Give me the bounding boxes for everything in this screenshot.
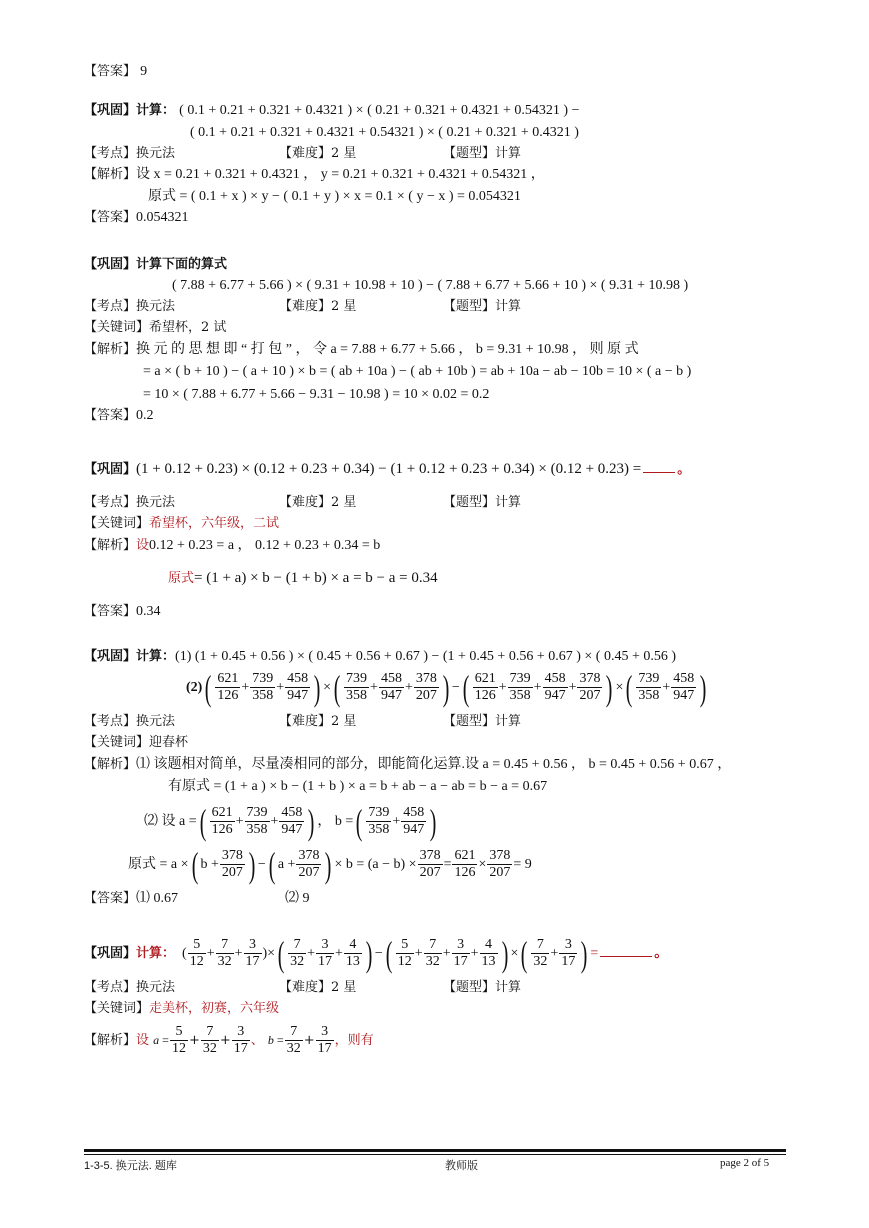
numerator: 7 (424, 937, 442, 954)
denominator: 207 (579, 688, 601, 704)
denominator: 947 (281, 822, 303, 838)
problem-4-expr-2: (2)( $\frac{621}{126}$ + $\frac{739}{358}$ + $\frac{458}{947}$ ) ×( $\frac{739}{358}$ + $\frac{458}{947}$ + $\frac{378}{207}$ ) −( $\frac{621}{126}$ + $\frac{739}{358}$ + $\frac{458}{947}$ + $\frac{378}{207}$ ) ×( $\frac{739}{358}$ + $\frac{458}{947}$ ) (186, 667, 707, 708)
problem-5-meta (84, 979, 175, 997)
answer-tag: 【答案】 (84, 64, 137, 79)
problem-2-difficulty (279, 298, 356, 316)
problem-2-label: 计算下面的算式 (136, 257, 228, 272)
fraction (288, 937, 306, 970)
problem-5-title: 【巩固】计算： ( $\frac{5}{12}$ + $\frac{7}{32}$ + $\frac{3}{17}$ )×( $\frac{7}{32}$ + $\frac{3}{17}$ + $\frac{4}{13}$ ) −( $\frac{5}{12}$ + $\frac{7}{32}$ + $\frac{3}{17}$ + $\frac{4}{13}$ ) ×( $\frac{7}{32}$ + $\frac{3}{17}$ ) = 。 (84, 933, 669, 974)
keyword-value: 希望杯，2 试 (149, 320, 227, 335)
problem-1-expr-line1: ( 0.1 + 0.21 + 0.321 + 0.4321 ) × ( 0.21 + 0.321 + 0.4321 + 0.54321 ) − (179, 103, 580, 118)
problem-2-analysis-1 (84, 341, 639, 359)
answer-value: 0.2 (136, 408, 154, 423)
fraction (473, 671, 498, 704)
numerator: 3 (316, 937, 334, 954)
paren: ( (199, 801, 206, 842)
type-tag: 【题型】 (443, 980, 496, 995)
numerator: 378 (221, 848, 243, 864)
answer-tag: 【答案】 (84, 408, 137, 423)
problem-1-title (84, 102, 579, 120)
numerator: 378 (489, 848, 511, 864)
numerator: 3 (316, 1024, 334, 1041)
kaodian-tag: 【考点】 (84, 714, 137, 729)
period: 。 (677, 462, 691, 477)
fraction (452, 848, 477, 881)
numerator: 7 (285, 1024, 303, 1041)
numerator: 5 (396, 937, 414, 954)
problem-4-meta (84, 713, 175, 731)
item-number: (2) (186, 680, 203, 695)
difficulty-tag: 【难度】 (279, 714, 332, 729)
problem-4-analysis-4: 原式 = a ×( b + $\frac{378}{207}$ ) −( a + $\frac{378}{207}$ ) × b = (a − b) × $\frac{378}{207}$ = $\frac{621}{126}$ × $\frac{378}{207}$ = 9 (128, 844, 532, 885)
denominator: 32 (290, 954, 305, 970)
fraction (244, 937, 262, 970)
denominator: 947 (544, 688, 566, 704)
fraction (559, 937, 577, 970)
paren: ( (277, 933, 285, 974)
paren: ( (521, 933, 528, 974)
footer-center: 教师版 (445, 1160, 478, 1172)
problem-1-analysis-1 (84, 166, 545, 184)
consolidate-tag: 【巩固】 (84, 103, 137, 118)
she-word: 设 (136, 538, 150, 553)
footer-left: 1-3-5. 换元法. 题库 (84, 1160, 177, 1172)
problem-4-type (443, 713, 521, 731)
kaodian-value: 换元法 (136, 146, 176, 161)
let-a: ⑵ 设 a = (144, 814, 197, 829)
answer-tag: 【答案】 (84, 891, 137, 906)
paren: ) (248, 844, 256, 885)
fraction (577, 671, 602, 704)
type-value: 计算 (495, 495, 522, 510)
fraction (396, 937, 414, 970)
fraction (418, 848, 443, 881)
paren: ) (325, 844, 332, 885)
paren: ( (191, 844, 198, 885)
paren: ) (581, 933, 588, 974)
keyword-value: 迎春杯 (149, 735, 189, 750)
fraction (379, 671, 404, 704)
numerator: 7 (531, 937, 549, 954)
fraction (285, 1024, 303, 1057)
paren: ( (462, 667, 470, 708)
denominator: 13 (481, 954, 496, 970)
problem-3-keyword (84, 515, 279, 533)
numerator: 5 (188, 937, 206, 954)
paren: ( (333, 667, 341, 708)
keyword-tag: 【关键词】 (84, 735, 150, 750)
problem-3-analysis-2 (168, 569, 438, 588)
denominator: 12 (397, 954, 412, 970)
numerator: 3 (232, 1024, 250, 1041)
numerator: 621 (474, 671, 496, 687)
analysis-tag: 【解析】 (84, 167, 137, 182)
fraction (344, 671, 369, 704)
denominator: 17 (317, 954, 332, 970)
denominator: 126 (217, 688, 239, 704)
problem-4-analysis-3: ⑵ 设 a =( $\frac{621}{126}$ + $\frac{739}{358}$ + $\frac{458}{947}$ ) ， b =( $\frac{739}{358}$ + $\frac{458}{947}$ ) (144, 801, 437, 842)
difficulty-value: 2 星 (331, 146, 357, 161)
denominator: 17 (245, 954, 260, 970)
denominator: 126 (454, 865, 476, 881)
denominator: 947 (287, 688, 309, 704)
denominator: 207 (489, 865, 511, 881)
numerator: 621 (217, 671, 239, 687)
problem-2-keyword (84, 319, 226, 337)
denominator: 947 (380, 688, 402, 704)
kaodian-tag: 【考点】 (84, 980, 137, 995)
yuanshi: 原式 = a × (128, 857, 189, 872)
numerator: 458 (544, 671, 566, 687)
type-value: 计算 (495, 299, 522, 314)
numerator: 3 (244, 937, 262, 954)
she-word: 设 (136, 1033, 150, 1048)
type-tag: 【题型】 (443, 495, 496, 510)
difficulty-value: 2 星 (331, 299, 357, 314)
denominator: 207 (419, 865, 441, 881)
paren: ) (501, 933, 508, 974)
fraction (285, 671, 310, 704)
denominator: 12 (189, 954, 204, 970)
numerator: 458 (673, 671, 695, 687)
denominator: 32 (217, 954, 232, 970)
denominator: 17 (233, 1041, 248, 1056)
problem-3-expr: (1 + 0.12 + 0.23) × (0.12 + 0.23 + 0.34) − (1 + 0.12 + 0.23 + 0.34) × (0.12 + 0.23) = (136, 461, 642, 477)
analysis-tag: 【解析】 (84, 538, 137, 553)
type-value: 计算 (495, 714, 522, 729)
denominator: 126 (474, 688, 496, 704)
kaodian-tag: 【考点】 (84, 146, 137, 161)
numerator: 458 (403, 805, 425, 821)
problem-4-title (84, 648, 676, 666)
numerator: 378 (298, 848, 320, 864)
type-tag: 【题型】 (443, 299, 496, 314)
analysis-text: = (1 + a) × b − (1 + b) × a = b − a = 0.34 (194, 570, 438, 586)
fraction (636, 671, 661, 704)
denominator: 947 (403, 822, 425, 838)
footer-rule-thin (84, 1154, 786, 1155)
answer-value: 9 (140, 64, 148, 79)
denominator: 12 (171, 1041, 186, 1056)
problem-3-difficulty (279, 494, 356, 512)
denominator: 32 (286, 1041, 301, 1056)
analysis-text: 设 x = 0.21 + 0.321 + 0.4321 ， y = 0.21 + 0.321 + 0.4321 + 0.54321 ， (136, 167, 545, 182)
problem-1-type (443, 145, 521, 163)
let-b: ， b = (317, 814, 354, 829)
difficulty-value: 2 星 (331, 714, 357, 729)
problem-1-meta (84, 145, 175, 163)
denominator: 126 (211, 822, 233, 838)
analysis-text: 换 元 的 思 想 即 “ 打 包 ” ， 令 a = 7.88 + 6.77 + 5.66 ， b = 9.31 + 10.98 ， 则 原 式 (136, 342, 639, 357)
calc-label: 计算： (136, 946, 176, 961)
problem-4-difficulty (279, 713, 356, 731)
equals: = (590, 946, 599, 961)
fraction (201, 1024, 219, 1057)
problem-5-analysis: 【解析】设 a = $\frac{5}{12}$ + $\frac{7}{32}$ + $\frac{3}{17}$ 、 b = $\frac{7}{32}$ + $\frac{3}{17}$ ，则有 (84, 1024, 374, 1056)
numerator: 739 (509, 671, 531, 687)
fraction (508, 671, 533, 704)
problem-1-expr-line2: ( 0.1 + 0.21 + 0.321 + 0.4321 + 0.54321 ) × ( 0.21 + 0.321 + 0.4321 ) (190, 125, 579, 140)
fraction (245, 805, 270, 838)
fraction (344, 937, 362, 970)
separator: 、 (250, 1033, 264, 1048)
denominator: 358 (252, 688, 274, 704)
footer-right: page 2 of 5 (720, 1157, 770, 1169)
problem-5-type (443, 979, 521, 997)
difficulty-tag: 【难度】 (279, 299, 332, 314)
numerator: 739 (346, 671, 368, 687)
fraction (316, 1024, 334, 1057)
problem-4-expr-1: (1) (1 + 0.45 + 0.56 ) × ( 0.45 + 0.56 + 0.67 ) − (1 + 0.45 + 0.56 + 0.67 ) × ( 0.45 + 0.56 ) (175, 649, 677, 664)
answer-value-1: ⑴ 0.67 (136, 891, 179, 906)
analysis-tag: 【解析】 (84, 342, 137, 357)
fraction (401, 805, 426, 838)
type-tag: 【题型】 (443, 146, 496, 161)
problem-4-keyword (84, 734, 188, 752)
kaodian-tag: 【考点】 (84, 495, 137, 510)
fraction (671, 671, 696, 704)
fraction (232, 1024, 250, 1057)
answer-row-4 (84, 890, 178, 908)
denominator: 207 (415, 688, 437, 704)
type-value: 计算 (495, 146, 522, 161)
problem-5-keyword (84, 1000, 279, 1018)
paren: ) (365, 933, 373, 974)
keyword-tag: 【关键词】 (84, 516, 150, 531)
denominator: 32 (533, 954, 548, 970)
answer-row-3 (84, 603, 161, 621)
problem-3-analysis-1 (84, 537, 380, 555)
paren: ) (442, 667, 450, 708)
numerator: 5 (170, 1024, 188, 1041)
answer-value: 0.054321 (136, 210, 189, 225)
consolidate-tag: 【巩固】 (84, 946, 137, 961)
period: 。 (654, 946, 669, 961)
then-text: ，则有 (334, 1033, 374, 1048)
fraction (531, 937, 549, 970)
paren: ( (385, 933, 393, 974)
numerator: 3 (452, 937, 470, 954)
denominator: 32 (202, 1041, 217, 1056)
kaodian-value: 换元法 (136, 980, 176, 995)
numerator: 621 (454, 848, 476, 864)
numerator: 458 (380, 671, 402, 687)
difficulty-tag: 【难度】 (279, 495, 332, 510)
answer-blank (600, 944, 652, 957)
problem-5-difficulty (279, 979, 356, 997)
fraction (366, 805, 391, 838)
analysis-tag: 【解析】 (84, 1033, 137, 1048)
difficulty-tag: 【难度】 (279, 146, 332, 161)
problem-1-difficulty (279, 145, 356, 163)
numerator: 739 (246, 805, 268, 821)
keyword-value: 希望杯，六年级，二试 (149, 516, 280, 531)
numerator: 7 (216, 937, 234, 954)
paren: ) (699, 667, 707, 708)
answer-tag: 【答案】 (84, 604, 137, 619)
numerator: 458 (281, 805, 303, 821)
numerator: 7 (288, 937, 306, 954)
answer-row-2 (84, 407, 154, 425)
numerator: 3 (559, 937, 577, 954)
fraction (279, 805, 304, 838)
paren: ) (313, 667, 321, 708)
consolidate-tag: 【巩固】 (84, 649, 137, 664)
fraction (216, 937, 234, 970)
numerator: 4 (344, 937, 362, 954)
problem-4-analysis-1 (84, 756, 731, 774)
fraction (170, 1024, 188, 1057)
denominator: 358 (346, 688, 368, 704)
fraction (543, 671, 568, 704)
keyword-tag: 【关键词】 (84, 1001, 150, 1016)
problem-2-meta (84, 298, 175, 316)
difficulty-value: 2 星 (331, 980, 357, 995)
numerator: 378 (415, 671, 437, 687)
keyword-tag: 【关键词】 (84, 320, 150, 335)
footer-rule-thick (84, 1149, 786, 1152)
paren: ( (356, 801, 363, 842)
problem-4-analysis-2: 有原式 = (1 + a ) × b − (1 + b ) × a = b + ab − a − ab = b − a = 0.67 (168, 779, 548, 794)
difficulty-value: 2 星 (331, 495, 357, 510)
answer-value-2: ⑵ 9 (285, 891, 310, 906)
paren: ) (429, 801, 437, 842)
denominator: 947 (673, 688, 695, 704)
problem-3-meta (84, 494, 175, 512)
keyword-value: 走美杯，初赛，六年级 (149, 1001, 280, 1016)
calc-label: 计算： (136, 103, 176, 118)
problem-2-title (84, 256, 227, 274)
problem-2-type (443, 298, 521, 316)
denominator: 358 (638, 688, 660, 704)
denominator: 13 (345, 954, 360, 970)
fraction (452, 937, 470, 970)
type-value: 计算 (495, 980, 522, 995)
numerator: 739 (252, 671, 274, 687)
kaodian-tag: 【考点】 (84, 299, 137, 314)
denominator: 17 (561, 954, 576, 970)
answer-tag: 【答案】 (84, 210, 137, 225)
paren: ( (626, 667, 633, 708)
yuanshi-word: 原式 (168, 571, 195, 586)
kaodian-value: 换元法 (136, 495, 176, 510)
answer-row-0 (84, 63, 147, 81)
fraction (188, 937, 206, 970)
numerator: 4 (480, 937, 498, 954)
difficulty-tag: 【难度】 (279, 980, 332, 995)
fraction (220, 848, 245, 881)
problem-2-analysis-3: = 10 × ( 7.88 + 6.77 + 5.66 − 9.31 − 10.98 ) = 10 × 0.02 = 0.2 (143, 387, 490, 402)
problem-3-title (84, 460, 690, 479)
paren: ) (308, 801, 315, 842)
numerator: 378 (579, 671, 601, 687)
kaodian-value: 换元法 (136, 299, 176, 314)
denominator: 207 (298, 865, 320, 881)
problem-2-analysis-2: = a × ( b + 10 ) − ( a + 10 ) × b = ( ab + 10a ) − ( ab + 10b ) = ab + 10a − ab − 10b = 10 × ( a − b ) (143, 364, 692, 379)
consolidate-tag: 【巩固】 (84, 257, 137, 272)
type-tag: 【题型】 (443, 714, 496, 729)
fraction (414, 671, 439, 704)
fraction (424, 937, 442, 970)
problem-3-type (443, 494, 521, 512)
denominator: 207 (221, 865, 243, 881)
fraction (487, 848, 512, 881)
answer-blank (643, 460, 675, 473)
denominator: 32 (425, 954, 440, 970)
paren: ) (606, 667, 613, 708)
fraction (210, 805, 235, 838)
numerator: 458 (287, 671, 309, 687)
denominator: 358 (368, 822, 390, 838)
problem-1-analysis-2: 原式 = ( 0.1 + x ) × y − ( 0.1 + y ) × x = 0.1 × ( y − x ) = 0.054321 (148, 189, 521, 204)
fraction (316, 937, 334, 970)
fraction (250, 671, 275, 704)
numerator: 621 (211, 805, 233, 821)
denominator: 17 (453, 954, 468, 970)
problem-2-expr: ( 7.88 + 6.77 + 5.66 ) × ( 9.31 + 10.98 + 10 ) − ( 7.88 + 6.77 + 5.66 + 10 ) × ( 9.31 + 10.98 ) (172, 278, 689, 293)
kaodian-value: 换元法 (136, 714, 176, 729)
result: = 9 (513, 857, 532, 872)
paren: ( (268, 844, 276, 885)
answer-row-1 (84, 209, 189, 227)
denominator: 358 (509, 688, 531, 704)
numerator: 7 (201, 1024, 219, 1041)
fraction (480, 937, 498, 970)
fraction (215, 671, 240, 704)
fraction (296, 848, 321, 881)
analysis-text: 0.12 + 0.23 = a ， 0.12 + 0.23 + 0.34 = b (149, 538, 381, 553)
consolidate-tag: 【巩固】 (84, 462, 137, 477)
denominator: 17 (317, 1041, 332, 1056)
answer-value: 0.34 (136, 604, 161, 619)
analysis-text: ⑴ 该题相对简单，尽量凑相同的部分，即能简化运算.设 a = 0.45 + 0.56 ， b = 0.45 + 0.56 + 0.67 ， (136, 757, 732, 772)
calc-label: 计算： (136, 649, 176, 664)
numerator: 739 (368, 805, 390, 821)
numerator: 378 (419, 848, 441, 864)
denominator: 358 (246, 822, 268, 838)
analysis-tag: 【解析】 (84, 757, 137, 772)
paren: ( (205, 667, 212, 708)
numerator: 739 (638, 671, 660, 687)
